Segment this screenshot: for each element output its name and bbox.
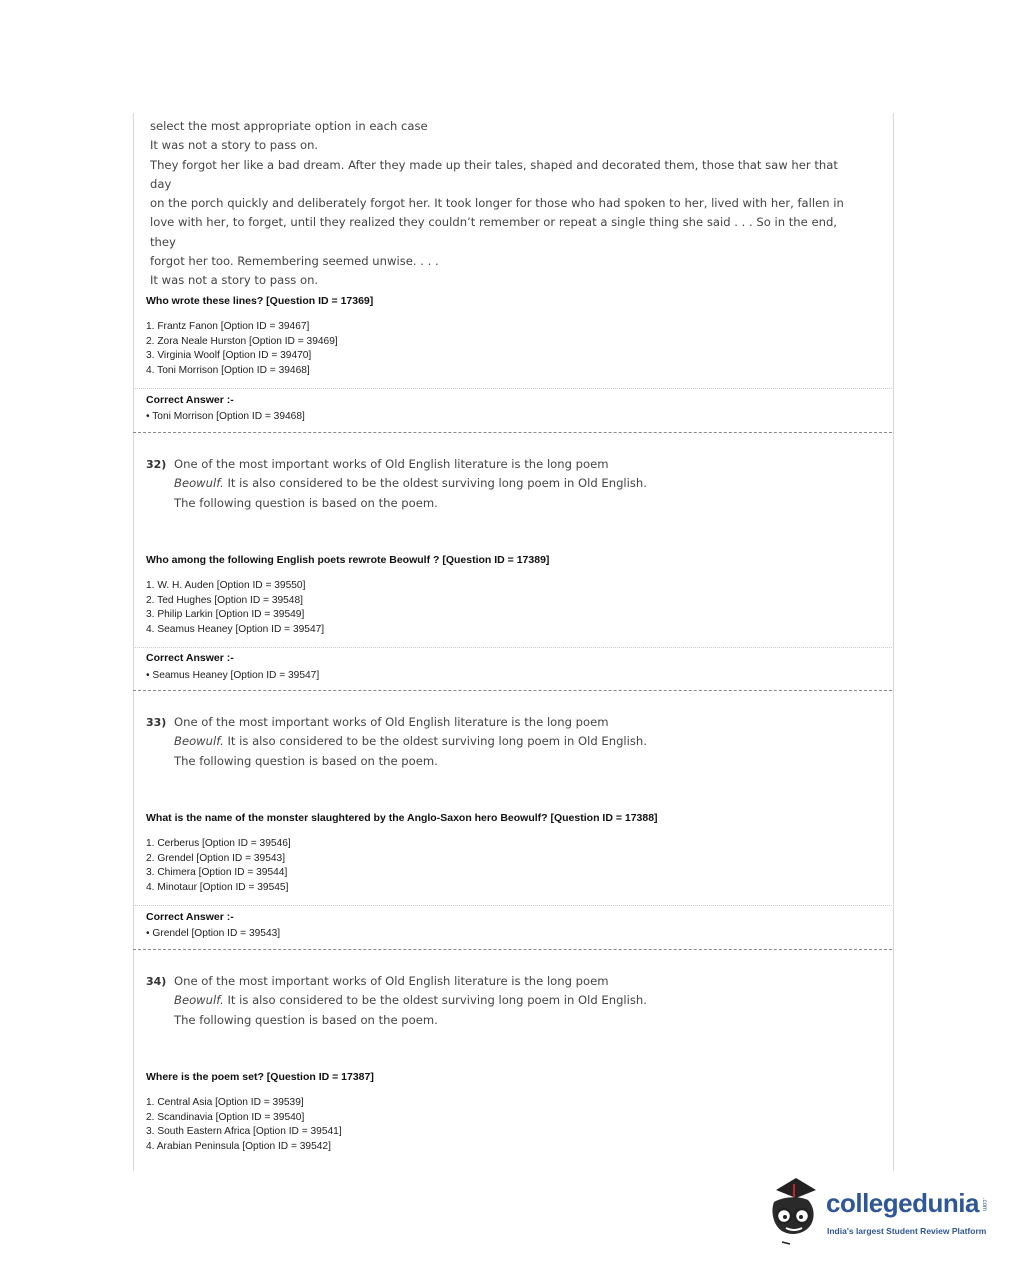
correct-answer-label: Correct Answer :- — [146, 911, 234, 923]
question-number: 34) — [146, 975, 167, 988]
passage-line: on the porch quickly and deliberately forgot her. It took longer for those who had spoken to her, lived with her, fallen in — [150, 196, 844, 211]
question-34-options — [146, 1096, 342, 1154]
question-34-title: Where is the poem set? [Question ID = 17387] — [146, 1071, 374, 1083]
intro-line — [174, 474, 846, 493]
intro-line: The following question is based on the poem. — [174, 1012, 438, 1027]
option-item: 4. Toni Morrison [Option ID = 39468] — [146, 364, 310, 376]
divider — [133, 388, 892, 389]
poem-title: Beowulf. — [174, 993, 224, 1008]
question-separator — [133, 949, 892, 950]
option-item: 1. Frantz Fanon [Option ID = 39467] — [146, 321, 310, 332]
question-32-title: Who among the following English poets rewrote Beowulf ? [Question ID = 17389] — [146, 554, 550, 566]
correct-answer: • Grendel [Option ID = 39543] — [146, 928, 281, 939]
question-separator — [133, 432, 892, 433]
logo-tagline: India's largest Student Review Platform — [827, 1226, 987, 1236]
intro-line: The following question is based on the poem. — [174, 753, 438, 768]
intro-line — [174, 991, 846, 1010]
question-number: 32) — [146, 458, 167, 471]
question-33-options — [146, 837, 291, 895]
option-item: 4. Arabian Peninsula [Option ID = 39542] — [146, 1140, 331, 1152]
option-item: 4. Minotaur [Option ID = 39545] — [146, 881, 289, 893]
logo-suffix: .com — [981, 1198, 987, 1212]
intro-line: One of the most important works of Old English literature is the long poem — [174, 715, 609, 729]
option-item: 2. Ted Hughes [Option ID = 39548] — [146, 594, 303, 606]
option-item: 4. Seamus Heaney [Option ID = 39547] — [146, 623, 325, 635]
intro-line-rest: It is also considered to be the oldest surviving long poem in Old English. — [223, 734, 647, 749]
question-separator — [133, 690, 892, 691]
question-32-options — [146, 579, 324, 637]
divider — [133, 647, 892, 648]
option-item: 2. Zora Neale Hurston [Option ID = 39469] — [146, 335, 338, 347]
question-31-title: Who wrote these lines? [Question ID = 17369] — [146, 295, 374, 307]
intro-line: One of the most important works of Old English literature is the long poem — [174, 974, 609, 988]
passage — [150, 117, 850, 291]
mascot-icon — [764, 1176, 824, 1248]
collegedunia-logo — [764, 1176, 994, 1250]
question-32-intro — [146, 455, 846, 513]
correct-answer-label: Correct Answer :- — [146, 652, 234, 664]
option-item: 2. Scandinavia [Option ID = 39540] — [146, 1111, 305, 1123]
question-34-intro — [146, 972, 846, 1030]
intro-line-rest: It is also considered to be the oldest surviving long poem in Old English. — [223, 476, 647, 491]
question-33-intro — [146, 713, 846, 771]
correct-answer-label: Correct Answer :- — [146, 394, 234, 406]
option-item: 3. South Eastern Africa [Option ID = 39541] — [146, 1126, 342, 1138]
logo-wordmark: collegedunia — [826, 1188, 979, 1218]
option-item: 3. Virginia Woolf [Option ID = 39470] — [146, 350, 312, 362]
divider — [133, 905, 892, 906]
option-item: 3. Philip Larkin [Option ID = 39549] — [146, 609, 305, 621]
option-item: 3. Chimera [Option ID = 39544] — [146, 867, 288, 879]
poem-title: Beowulf. — [174, 734, 224, 749]
option-item: 2. Grendel [Option ID = 39543] — [146, 852, 286, 864]
passage-line: love with her, to forget, until they realized they couldn’t remember or repeat a single thing she said . . . So in the end, they — [150, 215, 837, 249]
correct-answer: • Seamus Heaney [Option ID = 39547] — [146, 670, 320, 681]
question-31-options — [146, 320, 338, 378]
poem-title: Beowulf. — [174, 476, 224, 491]
question-number: 33) — [146, 716, 167, 729]
option-item: 1. Cerberus [Option ID = 39546] — [146, 838, 291, 849]
correct-answer: • Toni Morrison [Option ID = 39468] — [146, 411, 305, 422]
question-33-title: What is the name of the monster slaughtered by the Anglo-Saxon hero Beowulf? [Question ID = 17388] — [146, 812, 658, 824]
passage-line: They forgot her like a bad dream. After they made up their tales, shaped and decorated them, those that saw her that day — [150, 157, 838, 191]
passage-line: It was not a story to pass on. — [150, 273, 319, 288]
intro-line-rest: It is also considered to be the oldest surviving long poem in Old English. — [223, 993, 647, 1008]
intro-line: The following question is based on the poem. — [174, 495, 438, 510]
intro-line — [174, 732, 846, 751]
intro-line: One of the most important works of Old English literature is the long poem — [174, 457, 609, 471]
passage-line: It was not a story to pass on. — [150, 138, 319, 153]
passage-intro: select the most appropriate option in each case — [150, 119, 428, 133]
option-item: 1. Central Asia [Option ID = 39539] — [146, 1097, 304, 1108]
option-item: 1. W. H. Auden [Option ID = 39550] — [146, 580, 306, 591]
passage-line: forgot her too. Remembering seemed unwise. . . . — [150, 254, 439, 269]
